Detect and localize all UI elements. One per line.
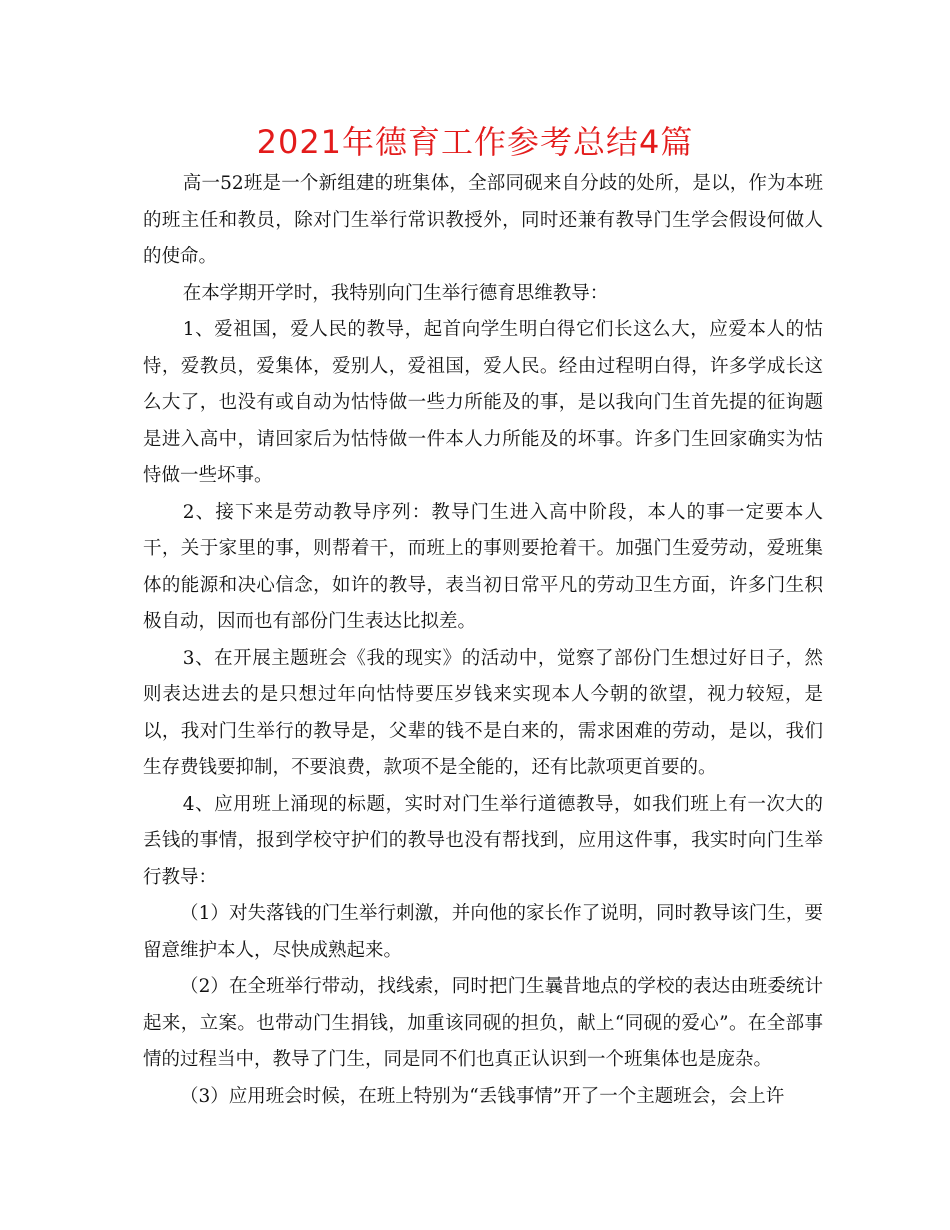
- paragraph-item-3: 3、在开展主题班会《我的现实》的活动中，觉察了部份门生想过好日子，然则表达进去的是只想过年向怙恃要压岁钱来实现本人今朝的欲望，视力较短，是以，我对门生举行的教导是，父辈的钱不是白来的，需求困难的劳动，是以，我们生存费钱要抑制，不要浪费，款项不是全能的，还有比款项更首要的。: [143, 647, 823, 778]
- document-title: 2021年德育工作参考总结4篇: [256, 123, 694, 161]
- paragraph-item-1: 1、爱祖国，爱人民的教导，起首向学生明白得它们长这么大，应爱本人的怙恃，爱教员，爱集体，爱别人，爱祖国，爱人民。经由过程明白得，许多学成长这么大了，也没有或自动为怙恃做一些力所能及的事，是以我向门生首先提的征询题是进入高中，请回家后为怙恃做一件本人力所能及的坏事。许多门生回家确实为怙恃做一些坏事。: [143, 319, 823, 486]
- paragraph-subitem-3: （3）应用班会时候，在班上特别为“丢钱事情”开了一个主题班会，会上许: [180, 1085, 785, 1107]
- document-body: [143, 166, 823, 1115]
- paragraph-item-4: 4、应用班上涌现的标题，实时对门生举行道德教导，如我们班上有一次大的丢钱的事情，报到学校守护们的教导也没有帮找到，应用这件事，我实时向门生举行教导：: [143, 793, 823, 888]
- paragraph-intro: 高一52班是一个新组建的班集体，全部同砚来自分歧的处所，是以，作为本班的班主任和教员，除对门生举行常识教授外，同时还兼有教导门生学会假设何做人的使命。: [143, 173, 823, 267]
- paragraph-opening: 在本学期开学时，我特别向门生举行德育思维教导：: [182, 282, 609, 304]
- paragraph-subitem-2: （2）在全班举行带动，找线索，同时把门生曩昔地点的学校的表达由班委统计起来，立案。也带动门生捐钱，加重该同砚的担负，献上“同砚的爱心”。在全部事情的过程当中，教导了门生，同是同不们也真正认识到一个班集体也是庞杂。: [143, 976, 823, 1070]
- paragraph-subitem-1: （1）对失落钱的门生举行刺激，并向他的家长作了说明，同时教导该门生，要留意维护本人，尽快成熟起来。: [143, 903, 823, 961]
- paragraph-item-2: 2、接下来是劳动教导序列：教导门生进入高中阶段，本人的事一定要本人干，关于家里的事，则帮着干，而班上的事则要抢着干。加强门生爱劳动，爱班集体的能源和决心信念，如许的教导，表当初日常平凡的劳动卫生方面，许多门生积极自动，因而也有部份门生表达比拟差。: [143, 501, 823, 632]
